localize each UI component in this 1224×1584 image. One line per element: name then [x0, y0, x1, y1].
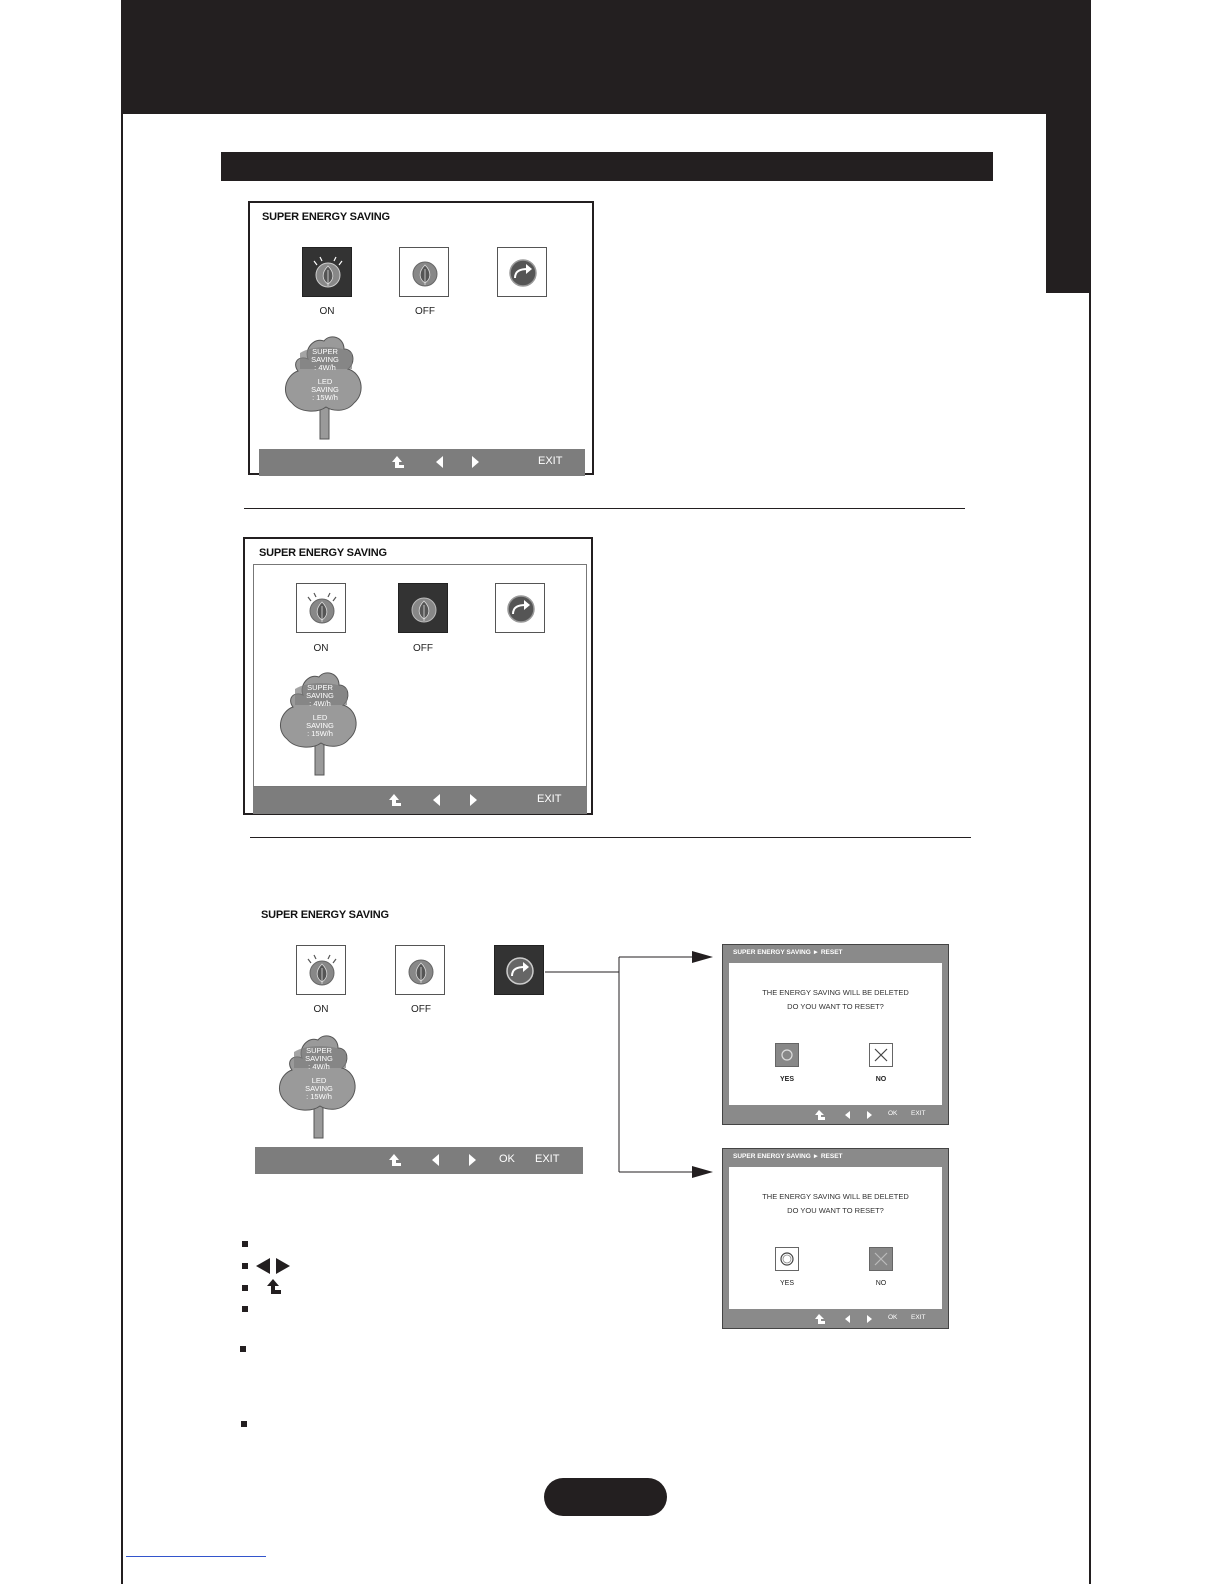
dialog-message-1: THE ENERGY SAVING WILL BE DELETED: [762, 988, 909, 997]
tile-off[interactable]: [398, 583, 448, 633]
leaf-on-icon: [297, 946, 347, 996]
dialog-message-1: THE ENERGY SAVING WILL BE DELETED: [762, 1192, 909, 1201]
divider-1: [244, 508, 965, 509]
tile-off-label: OFF: [413, 643, 433, 654]
tree-super-value: : 4W/h: [309, 699, 331, 708]
tile-reset[interactable]: [495, 583, 545, 633]
arrow-head-yes: [692, 951, 713, 963]
tree-saving-label: SAVING: [311, 355, 339, 364]
left-arrow-icon[interactable]: [433, 794, 441, 806]
tree-illustration: [278, 331, 374, 441]
exit-button[interactable]: EXIT: [911, 1110, 926, 1117]
return-arrow-icon[interactable]: [388, 1153, 402, 1167]
left-arrow-icon[interactable]: [845, 1111, 851, 1119]
reset-dialog-no: [722, 1148, 949, 1329]
tile-on[interactable]: [296, 945, 346, 995]
exit-button[interactable]: EXIT: [535, 1153, 560, 1165]
tree-super-value: : 4W/h: [308, 1062, 330, 1071]
no-label: NO: [875, 1280, 887, 1287]
tree-led-value: : 15W/h: [312, 393, 338, 402]
ok-button[interactable]: OK: [888, 1110, 898, 1117]
ok-button[interactable]: OK: [888, 1314, 898, 1321]
reset-arrow-icon: [498, 248, 548, 298]
right-arrow-icon[interactable]: [867, 1315, 873, 1323]
yes-button[interactable]: [775, 1247, 799, 1271]
bullet: [242, 1241, 248, 1247]
tree-led-label: LED: [317, 377, 333, 386]
tree-led-label: LED: [312, 713, 328, 722]
reset-arrow-icon: [495, 946, 545, 996]
dialog-title: SUPER ENERGY SAVING ► RESET: [733, 1153, 843, 1160]
osd-title: SUPER ENERGY SAVING: [259, 547, 387, 559]
left-right-arrows-icon: [253, 1257, 293, 1275]
tile-off-label: OFF: [411, 1004, 431, 1015]
bullet: [240, 1346, 246, 1352]
dialog-body: [729, 1167, 942, 1309]
circle-icon: [776, 1248, 798, 1270]
leaf-off-icon: [396, 946, 446, 996]
dialog-title: SUPER ENERGY SAVING ► RESET: [733, 949, 843, 956]
return-arrow-icon[interactable]: [391, 455, 405, 469]
tree-led-value: : 15W/h: [306, 1092, 332, 1101]
exit-button[interactable]: EXIT: [537, 793, 562, 805]
page-number-pill: [544, 1478, 667, 1516]
tree-led-saving-label: SAVING: [311, 385, 339, 394]
tile-on-label: ON: [313, 643, 329, 654]
yes-button[interactable]: [775, 1043, 799, 1067]
section-heading-bar: [221, 152, 993, 181]
arrow-head-no: [692, 1166, 713, 1178]
leaf-off-icon: [399, 584, 449, 634]
osd-panel-reset: [250, 900, 590, 1180]
tile-on[interactable]: [296, 583, 346, 633]
tree-super-label: SUPER: [306, 1046, 332, 1055]
tree-led-saving-label: SAVING: [306, 721, 334, 730]
return-arrow-icon: [266, 1278, 282, 1295]
flow-arrows: [540, 940, 720, 1190]
left-arrow-icon[interactable]: [845, 1315, 851, 1323]
tile-off-label: OFF: [415, 306, 435, 317]
bullet: [242, 1285, 248, 1291]
osd-panel-off: [243, 537, 593, 815]
no-button[interactable]: [869, 1247, 893, 1271]
right-arrow-icon[interactable]: [469, 1154, 477, 1166]
page-border-left: [121, 0, 123, 1584]
yes-label: YES: [779, 1076, 794, 1083]
osd-navbar: [259, 449, 585, 476]
dialog-body: [729, 963, 942, 1105]
tree-super-label: SUPER: [312, 347, 338, 356]
tree-illustration: [273, 667, 369, 777]
right-arrow-icon[interactable]: [470, 794, 478, 806]
dialog-message-2: DO YOU WANT TO RESET?: [787, 1002, 884, 1011]
tile-reset[interactable]: [494, 945, 544, 995]
tile-on-label: ON: [319, 306, 335, 317]
tile-on[interactable]: [302, 247, 352, 297]
tree-led-saving-label: SAVING: [305, 1084, 333, 1093]
tree-super-label: SUPER: [307, 683, 333, 692]
exit-button[interactable]: EXIT: [911, 1314, 926, 1321]
return-arrow-icon[interactable]: [815, 1110, 825, 1120]
dialog-navbar: [729, 1107, 942, 1123]
tile-off[interactable]: [399, 247, 449, 297]
bullet: [242, 1306, 248, 1312]
divider-2: [250, 837, 971, 838]
osd-navbar: [253, 787, 587, 814]
leaf-on-icon: [303, 248, 353, 298]
osd-panel-on: [248, 201, 594, 475]
tile-off[interactable]: [395, 945, 445, 995]
dialog-navbar: [729, 1311, 942, 1327]
left-arrow-icon[interactable]: [436, 456, 444, 468]
return-arrow-icon[interactable]: [815, 1314, 825, 1324]
no-button[interactable]: [869, 1043, 893, 1067]
circle-icon: [776, 1044, 798, 1066]
reset-dialog-yes: [722, 944, 949, 1125]
cross-icon: [870, 1044, 892, 1066]
leaf-off-icon: [400, 248, 450, 298]
yes-label: YES: [779, 1280, 794, 1287]
dialog-message-2: DO YOU WANT TO RESET?: [787, 1206, 884, 1215]
tile-on-label: ON: [313, 1004, 329, 1015]
right-arrow-icon[interactable]: [867, 1111, 873, 1119]
header-bar: [121, 0, 1091, 114]
tree-led-value: : 15W/h: [307, 729, 333, 738]
ok-button[interactable]: OK: [499, 1153, 515, 1165]
right-arrow-icon[interactable]: [472, 456, 480, 468]
return-arrow-icon[interactable]: [388, 793, 402, 807]
osd-title: SUPER ENERGY SAVING: [261, 909, 389, 921]
no-label: NO: [875, 1076, 887, 1083]
tree-led-label: LED: [311, 1076, 327, 1085]
bullet: [241, 1421, 247, 1427]
tree-saving-label: SAVING: [305, 1054, 333, 1063]
tree-super-value: : 4W/h: [314, 363, 336, 372]
left-arrow-icon[interactable]: [432, 1154, 440, 1166]
tree-illustration: [272, 1030, 368, 1140]
tree-saving-label: SAVING: [306, 691, 334, 700]
bullet: [242, 1263, 248, 1269]
tile-reset[interactable]: [497, 247, 547, 297]
exit-button[interactable]: EXIT: [538, 455, 563, 467]
cross-icon: [870, 1248, 892, 1270]
osd-navbar: [255, 1147, 583, 1174]
osd-title: SUPER ENERGY SAVING: [262, 211, 390, 223]
reset-arrow-icon: [496, 584, 546, 634]
leaf-on-icon: [297, 584, 347, 634]
chapter-tab: [1046, 114, 1091, 293]
footer-link-underline[interactable]: [126, 1556, 266, 1557]
